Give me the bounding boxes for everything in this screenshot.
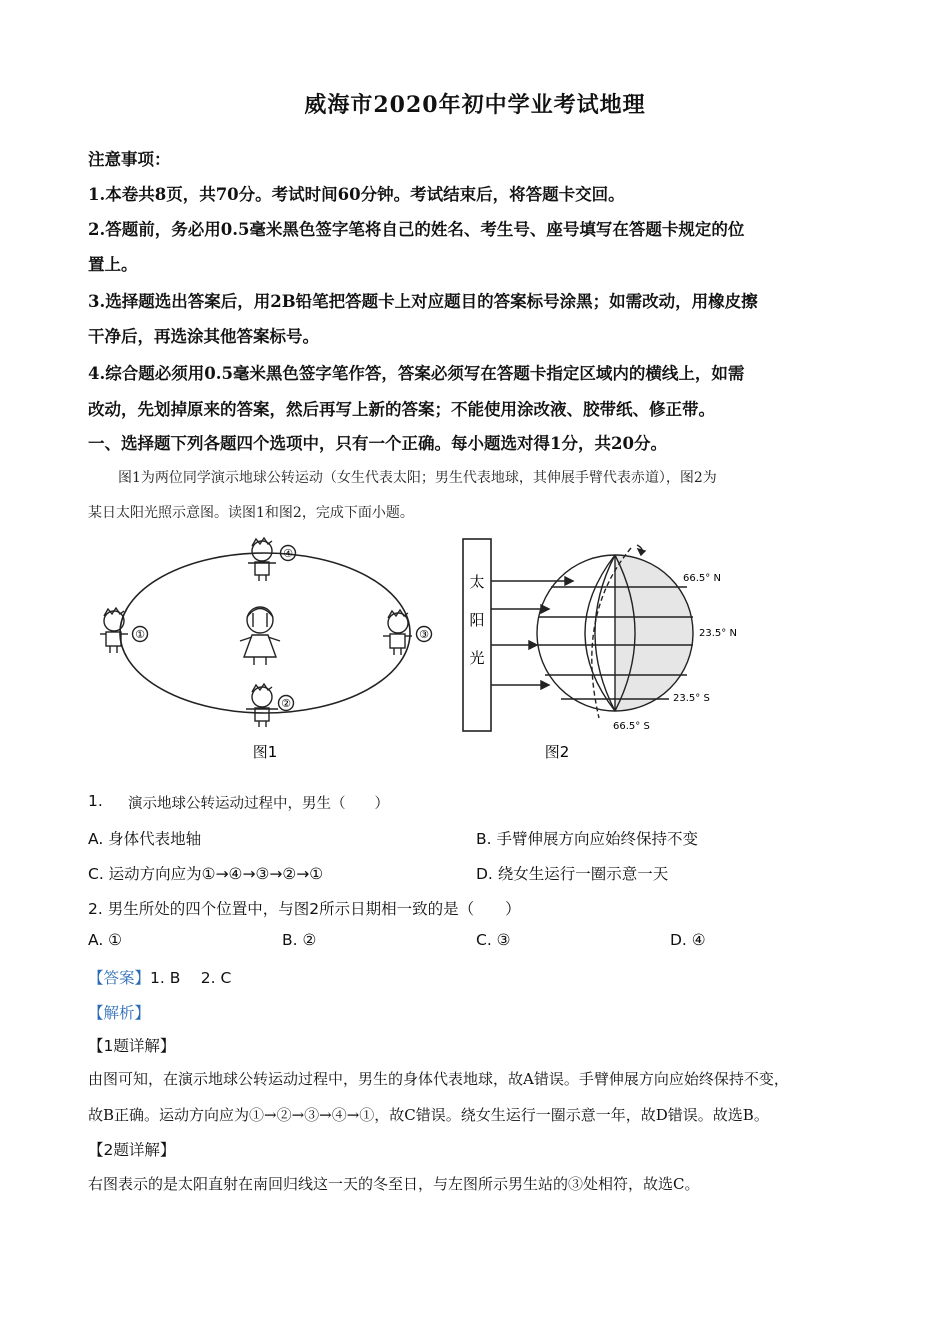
q2-option-c: C. ③	[476, 931, 511, 949]
q2-stem: 2. 男生所处的四个位置中，与图2所示日期相一致的是（ ）	[88, 900, 521, 918]
lat-23-5-s: 23.5° S	[673, 693, 710, 704]
position-1-label: ①	[135, 628, 145, 641]
q1-option-c: C. 运动方向应为①→④→③→②→①	[88, 865, 324, 883]
notice-item-4: 4.综合题必须用0.5毫米黑色签字笔作答，答案必须写在答题卡指定区域内的横线上，如需	[88, 364, 745, 383]
girl-sun-figure	[240, 607, 280, 665]
q1-option-d: D. 绕女生运行一圈示意一天	[476, 865, 669, 883]
detail-1-heading: 【1题详解】	[88, 1037, 176, 1055]
sunlight-box	[463, 539, 491, 731]
lat-23-5-n: 23.5° N	[699, 628, 737, 639]
page-title: 威海市2020年初中学业考试地理	[304, 92, 646, 118]
intro-text: 图1为两位同学演示地球公转运动（女生代表太阳；男生代表地球，其伸展手臂代表赤道），图2为	[118, 470, 717, 486]
globe	[537, 545, 693, 718]
section-heading: 一、选择题下列各题四个选项中，只有一个正确。每小题选对得1分，共20分。	[88, 434, 667, 453]
sun-char-3: 光	[469, 649, 485, 667]
q2-option-d: D. ④	[670, 931, 706, 949]
q1-stem: 演示地球公转运动过程中，男生（ ）	[128, 796, 389, 812]
detail-2-heading: 【2题详解】	[88, 1141, 176, 1159]
q1-option-a: A. 身体代表地轴	[88, 830, 202, 848]
analysis-label: 【解析】	[88, 1004, 151, 1022]
notice-heading: 注意事项：	[88, 150, 171, 169]
lat-66-5-n: 66.5° N	[683, 573, 721, 584]
answer-row	[88, 966, 231, 988]
position-3-label: ③	[419, 628, 429, 641]
detail-1-line-1: 由图可知，在演示地球公转运动过程中，男生的身体代表地球，故A错误。手臂伸展方向应始终保持不变，	[88, 1070, 789, 1088]
position-4-label: ④	[283, 547, 293, 560]
notice-item-2: 2.答题前，务必用0.5毫米黑色签字笔将自己的姓名、考生号、座号填写在答题卡规定的位	[88, 220, 745, 239]
notice-item-2-cont: 置上。	[88, 255, 138, 274]
q1-option-b: B. 手臂伸展方向应始终保持不变	[476, 830, 698, 848]
sun-char-1: 太	[469, 573, 485, 591]
answer-text: 1. B 2. C	[150, 969, 232, 987]
position-2-label: ②	[281, 697, 291, 710]
intro-text-cont: 某日太阳光照示意图。读图1和图2，完成下面小题。	[88, 505, 414, 521]
sun-rays	[491, 577, 573, 689]
q2-option-a: A. ①	[88, 931, 123, 949]
notice-item-3: 3.选择题选出答案后，用2B铅笔把答题卡上对应题目的答案标号涂黑；如需改动，用橡皮擦	[88, 292, 758, 311]
notice-item-3-cont: 干净后，再选涂其他答案标号。	[88, 327, 319, 346]
figure-1-caption: 图1	[252, 743, 278, 761]
notice-item-1: 1.本卷共8页，共70分。考试时间60分钟。考试结束后，将答题卡交回。	[88, 185, 625, 204]
detail-1-line-2: 故B正确。运动方向应为①→②→③→④→①，故C错误。绕女生运行一圈示意一年，故D错误。故选B。	[88, 1106, 769, 1124]
figure-2-caption: 图2	[544, 743, 570, 761]
figure-2	[455, 535, 785, 765]
answer-label: 【答案】	[88, 969, 151, 987]
sun-char-2: 阳	[469, 611, 485, 629]
notice-item-4-cont: 改动，先划掉原来的答案，然后再写上新的答案；不能使用涂改液、胶带纸、修正带。	[88, 400, 715, 419]
q1-number: 1.	[88, 792, 103, 810]
lat-66-5-s: 66.5° S	[613, 721, 650, 732]
q2-option-b: B. ②	[282, 931, 317, 949]
detail-2-line-1: 右图表示的是太阳直射在南回归线这一天的冬至日，与左图所示男生站的③处相符，故选C。	[88, 1175, 700, 1193]
figure-1	[90, 535, 450, 765]
